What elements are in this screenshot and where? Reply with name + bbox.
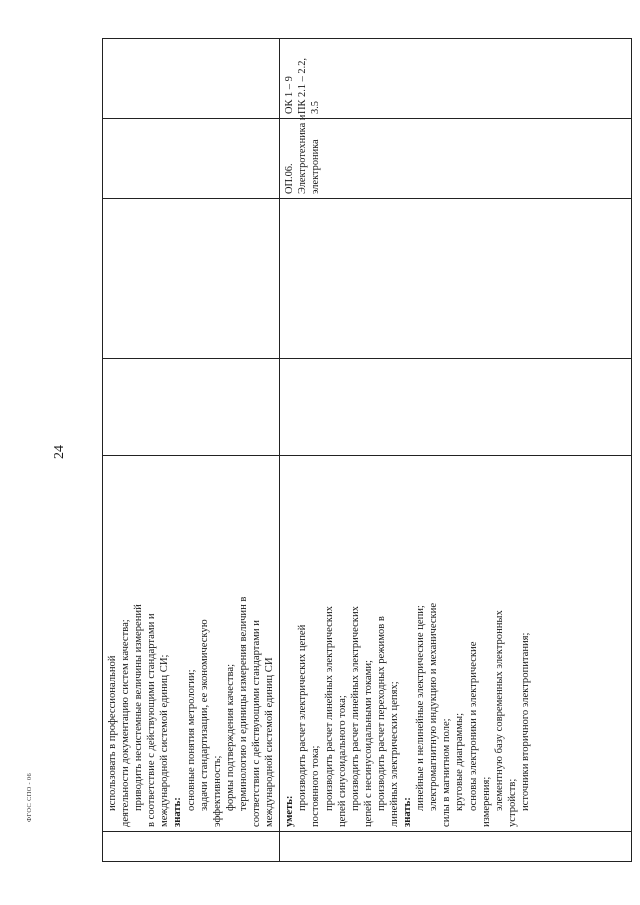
competence-cell xyxy=(280,39,632,119)
discipline-line: ОП.06. xyxy=(284,163,296,194)
content-lines xyxy=(106,460,276,827)
competence-line: ПК 2.1 – 2.2, xyxy=(297,58,309,114)
content-line: формы подтверждения качества; xyxy=(224,663,236,811)
content-line: использовать в профессиональной xyxy=(107,655,118,811)
discipline-name xyxy=(283,114,322,194)
content-line: международной системой единиц СИ; xyxy=(159,654,171,827)
index-cell xyxy=(280,832,632,862)
content-lines xyxy=(283,460,532,827)
content-cell xyxy=(103,456,280,832)
discipline-line: электроника xyxy=(310,139,322,194)
content-line: международной системой единиц СИ xyxy=(264,657,276,827)
section-heading: знать: xyxy=(402,797,414,827)
content-line: силы в магнитном поле; xyxy=(441,718,453,827)
content-line: приводить несистемные величины измерений xyxy=(133,604,145,811)
table-row-metrology xyxy=(103,39,280,862)
competence-cell xyxy=(103,39,280,119)
content-line: постоянного тока; xyxy=(310,745,322,827)
page-number: 24 xyxy=(52,445,67,459)
content-line: основные понятия метрологии; xyxy=(185,669,197,811)
rotated-table-wrapper xyxy=(102,39,577,862)
curriculum-table xyxy=(102,38,632,862)
competence-codes xyxy=(283,43,322,114)
content-line: в соответствие с действующими стандартами и xyxy=(146,613,158,827)
content-line: терминологию и единицы измерения величин в xyxy=(237,596,249,811)
hours-cell xyxy=(103,199,280,359)
discipline-line: Электротехника и xyxy=(297,114,309,194)
discipline-cell xyxy=(103,119,280,199)
hours-cell xyxy=(103,359,280,456)
hours-cell xyxy=(280,359,632,456)
content-line: цепей синусоидального тока; xyxy=(336,695,348,827)
content-line: устройств; xyxy=(506,778,518,827)
content-line: линейные и нелинейные электрические цепи; xyxy=(415,605,427,811)
content-line: деятельности документацию систем качества; xyxy=(120,619,132,827)
competence-line: 3.5 xyxy=(310,101,322,114)
content-line: измерения; xyxy=(480,776,492,827)
content-line: электромагнитную индукцию и механические xyxy=(428,602,440,811)
content-line: производить расчет линейных электрических xyxy=(349,606,361,811)
discipline-cell xyxy=(280,114,632,199)
content-line: соответствии с действующими стандартами и xyxy=(251,620,263,827)
competence-line: ОК 1 – 9 xyxy=(284,76,296,114)
content-line: круговые диаграммы; xyxy=(454,712,466,811)
content-line: цепей с несинусоидальными токами; xyxy=(362,660,374,827)
content-line: эффективность; xyxy=(211,755,223,827)
content-line: задачи стандартизации, ее экономическую xyxy=(198,619,210,811)
section-heading: знать: xyxy=(172,797,184,827)
content-line: основы электроники и электрические xyxy=(467,641,479,811)
content-cell xyxy=(280,456,632,832)
content-line: линейных электрических цепях; xyxy=(388,681,400,827)
section-heading: уметь: xyxy=(284,795,296,827)
content-line: элементную базу современных электронных xyxy=(493,610,505,811)
footer-code: ФГОС СПО - 06 xyxy=(26,772,33,822)
hours-cell xyxy=(280,199,632,359)
content-line: производить расчет линейных электрических xyxy=(323,606,335,811)
content-line: производить расчет переходных режимов в xyxy=(375,616,387,811)
index-cell xyxy=(103,832,280,862)
content-line: производить расчет электрических цепей xyxy=(297,624,309,811)
table-row-electrical xyxy=(280,39,632,862)
content-line: источники вторичного электропитания; xyxy=(519,632,531,811)
